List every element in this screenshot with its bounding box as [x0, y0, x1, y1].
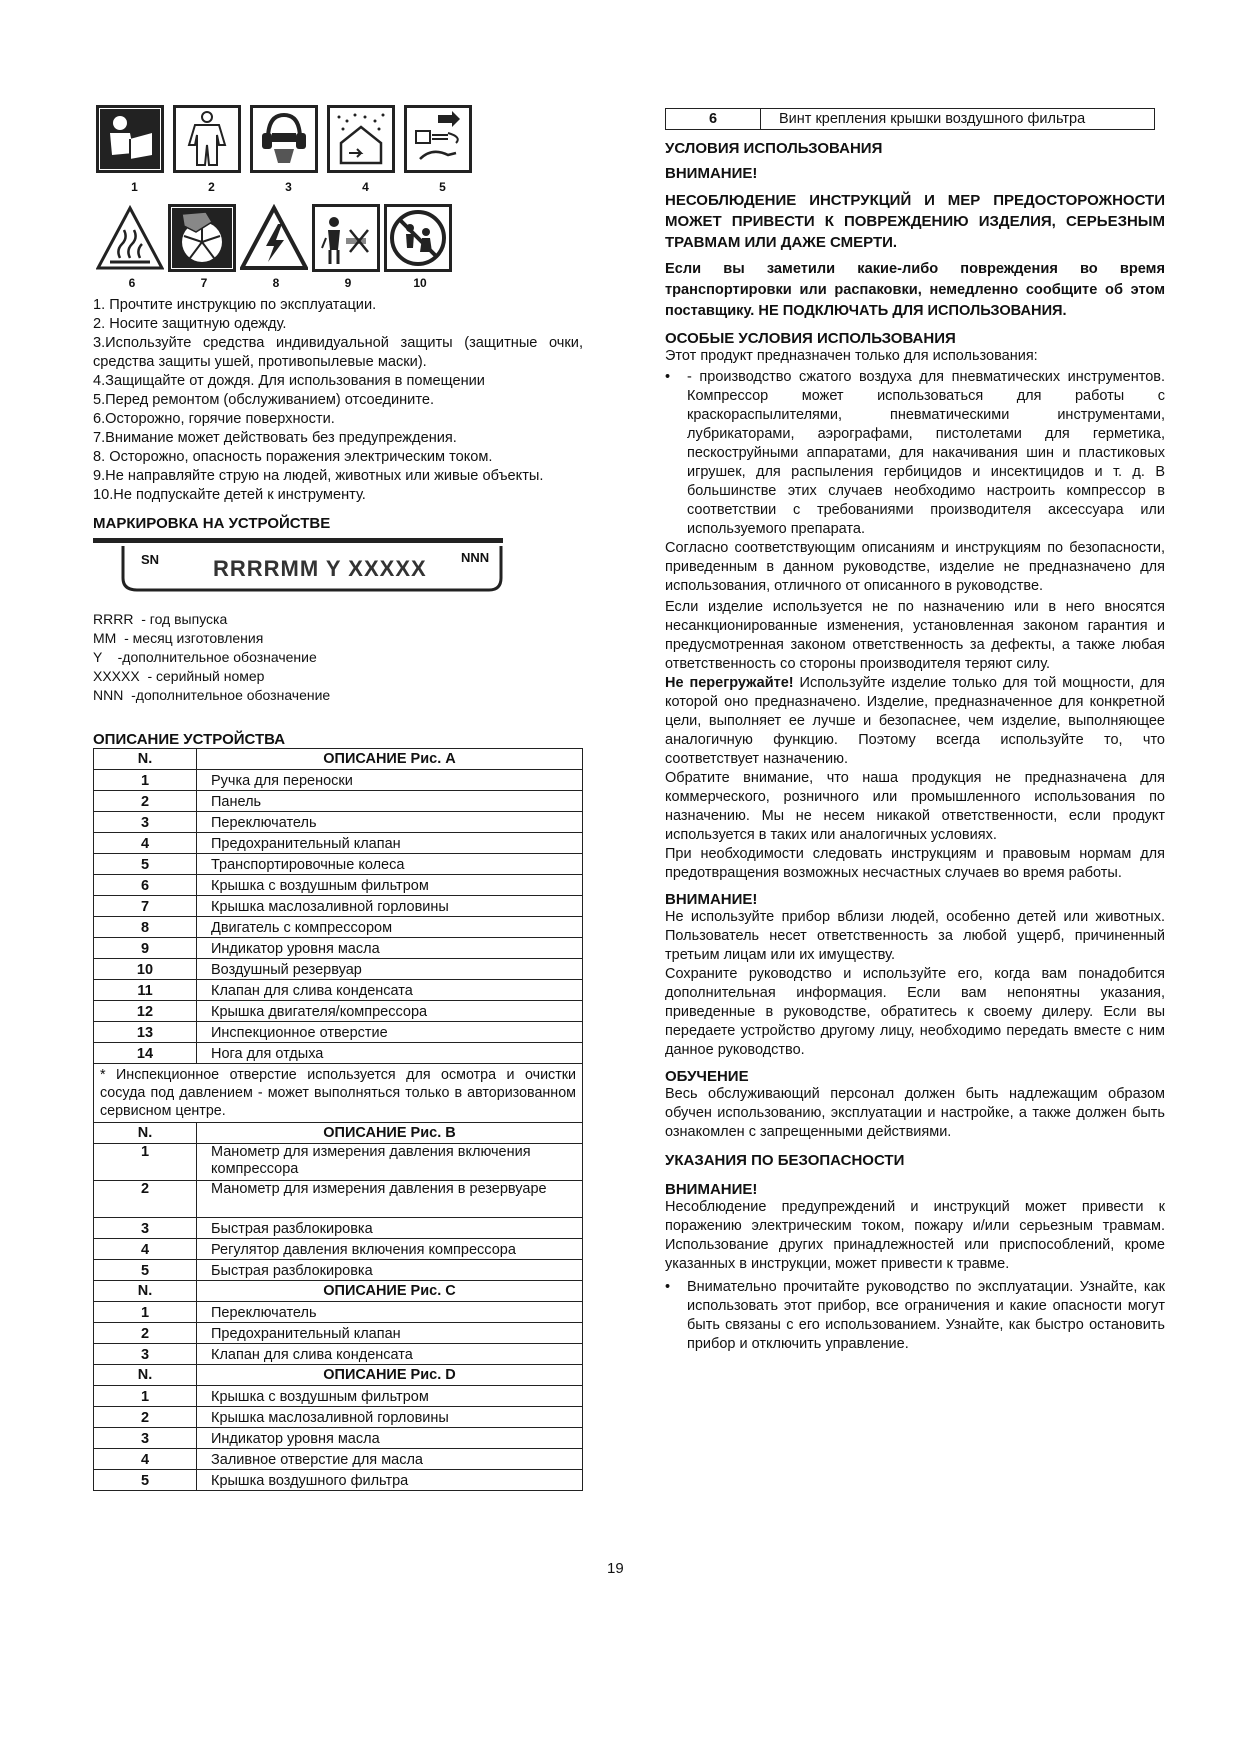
table-a-body [94, 770, 583, 1064]
attention-label: ВНИМАНИЕ! [665, 891, 758, 908]
marking-legend [93, 610, 583, 705]
table-row [94, 1449, 583, 1470]
table-row [94, 1001, 583, 1022]
row-description: Переключатель [197, 1302, 583, 1323]
table-c-body [94, 1302, 583, 1365]
list-item: 7.Внимание может действовать без предупреждения. [93, 430, 457, 446]
row-number: 13 [94, 1022, 197, 1043]
row-description: Быстрая разблокировка [197, 1218, 583, 1239]
row-description: Двигатель с компрессором [197, 917, 583, 938]
legend-item: Y -дополнительное обозначение [93, 649, 317, 665]
row-number: 1 [94, 770, 197, 791]
table-note-row [94, 1064, 583, 1123]
list-item: 10.Не подпускайте детей к инструменту. [93, 487, 366, 503]
table-header-b [94, 1123, 583, 1144]
overload-label: Не перегружайте! [665, 675, 794, 691]
paragraph: Сохраните руководство и используйте его, когда вам понадобится дополнительная информация. Если вам непонятны указания, приведенные в руководстве, обратитесь к своему дилеру. Если вы передаете устройство другому лицу, необходимо передать вместе с ним данное руководство. [665, 966, 1165, 1058]
bullet-text: Внимательно прочитайте руководство по эксплуатации. Узнайте, как использовать этот прибор, все ограничения и какие опасности могут быть связаны с его использованием. Узнайте, как быстро остановить прибор и отключить управление. [687, 1279, 1165, 1352]
table-row [94, 917, 583, 938]
table-row [666, 109, 1155, 130]
read-manual-icon [96, 105, 164, 173]
icon-number: 8 [272, 276, 280, 290]
table-continuation [665, 108, 1155, 130]
col-description-header: ОПИСАНИЕ Рис. D [197, 1365, 583, 1386]
paragraph: Если изделие используется не по назначению или в него вносятся несанкционированные изменения, установленная законом гарантия и предусмотренная законом ответственность за дефекты, а также любая ответственность со стороны производителя теряют силу. [665, 599, 1165, 672]
legend-item: NNN -дополнительное обозначение [93, 687, 331, 703]
row-number: 2 [94, 1181, 197, 1218]
row-description: Крышка двигателя/компрессора [197, 1001, 583, 1022]
row-description: Транспортировочные колеса [197, 854, 583, 875]
row-description: Манометр для измерения давления включения компрессора [197, 1144, 583, 1181]
icon-number: 5 [439, 180, 446, 194]
row-description: Крышка воздушного фильтра [197, 1470, 583, 1491]
table-row [94, 812, 583, 833]
icon-number: 1 [131, 180, 138, 194]
serial-number-plate [93, 538, 503, 594]
icon-number: 9 [344, 276, 352, 290]
row-description: Нога для отдыха [197, 1043, 583, 1064]
row-number: 6 [666, 109, 761, 130]
table-header-a [94, 749, 583, 770]
row-description: Предохранительный клапан [197, 833, 583, 854]
legend-item: RRRR - год выпуска [93, 611, 228, 627]
icon-row-2 [96, 204, 583, 272]
icon-numbers-row-1 [96, 180, 583, 194]
icon-number: 10 [413, 276, 427, 290]
list-item: 8. Осторожно, опасность поражения электрическим током. [93, 449, 493, 465]
table-row [94, 1260, 583, 1281]
row-description: Воздушный резервуар [197, 959, 583, 980]
special-conditions-heading: ОСОБЫЕ УСЛОВИЯ ИСПОЛЬЗОВАНИЯ [665, 330, 956, 347]
page-number: 19 [607, 1560, 624, 1577]
icon-number: 4 [362, 180, 369, 194]
list-item: 9.Не направляйте струю на людей, животных или живые объекты. [93, 468, 544, 484]
table-row [94, 938, 583, 959]
paragraph: Согласно соответствующим описаниям и инструкциям по безопасности, приведенным в данном руководстве, изделие не предназначено для использования, отличного от описанного в руководстве. [665, 540, 1165, 594]
no-spray-people-icon [312, 204, 380, 272]
table-row [94, 770, 583, 791]
row-description: Регулятор давления включения компрессора [197, 1239, 583, 1260]
col-n-header: N. [94, 749, 197, 770]
row-number: 1 [94, 1302, 197, 1323]
row-description: Заливное отверстие для масла [197, 1449, 583, 1470]
row-description: Винт крепления крышки воздушного фильтра [761, 109, 1155, 130]
table-row [94, 854, 583, 875]
row-number: 12 [94, 1001, 197, 1022]
row-number: 3 [94, 812, 197, 833]
col-n-header: N. [94, 1123, 197, 1144]
safety-symbols-list [93, 296, 583, 505]
row-description: Ручка для переноски [197, 770, 583, 791]
row-number: 9 [94, 938, 197, 959]
table-header-d [94, 1365, 583, 1386]
table-row [94, 959, 583, 980]
row-number: 4 [94, 1239, 197, 1260]
training-heading: ОБУЧЕНИЕ [665, 1068, 749, 1085]
row-description: Крышка с воздушным фильтром [197, 875, 583, 896]
legend-item: MM - месяц изготовления [93, 630, 264, 646]
icon-number: 3 [285, 180, 292, 194]
paragraph: При необходимости следовать инструкциям и правовым нормам для предотвращения возможных несчастных случаев во время работы. [665, 846, 1165, 881]
list-item: 3.Используйте средства индивидуальной защиты (защитные очки, средства защиты ушей, противопылевые маски). [93, 335, 583, 370]
icon-number: 2 [208, 180, 215, 194]
table-row [94, 1428, 583, 1449]
row-description: Манометр для измерения давления в резервуаре [197, 1181, 583, 1218]
table-header-c [94, 1281, 583, 1302]
inspection-note: * Инспекционное отверстие используется для осмотра и очистки сосуда под давлением - может выполняться только в авторизованном сервисном центре. [94, 1064, 583, 1123]
safety-bullet [665, 1278, 1165, 1354]
row-number: 2 [94, 791, 197, 812]
row-description: Предохранительный клапан [197, 1323, 583, 1344]
table-row [94, 1022, 583, 1043]
no-children-icon [384, 204, 452, 272]
row-number: 4 [94, 1449, 197, 1470]
row-description: Инспекционное отверстие [197, 1022, 583, 1043]
attention-label: ВНИМАНИЕ! [665, 1181, 758, 1198]
row-description: Панель [197, 791, 583, 812]
table-row [94, 1181, 583, 1218]
list-item: 4.Защищайте от дождя. Для использования в помещении [93, 373, 485, 389]
col-description-header: ОПИСАНИЕ Рис. A [197, 749, 583, 770]
row-number: 14 [94, 1043, 197, 1064]
table-row [94, 1218, 583, 1239]
table-row [94, 791, 583, 812]
special-intro: Этот продукт предназначен только для использования: [665, 348, 1038, 364]
overload-paragraph [665, 674, 1165, 769]
table-row [94, 1144, 583, 1181]
table-row [94, 1239, 583, 1260]
safety-instructions-heading: УКАЗАНИЯ ПО БЕЗОПАСНОСТИ [665, 1152, 905, 1169]
icon-numbers-row-2 [96, 276, 583, 290]
row-description: Индикатор уровня масла [197, 938, 583, 959]
row-number: 1 [94, 1144, 197, 1181]
col-n-header: N. [94, 1365, 197, 1386]
attention-label: ВНИМАНИЕ! [665, 165, 758, 182]
disconnect-plug-icon [404, 105, 472, 173]
marking-heading: МАРКИРОВКА НА УСТРОЙСТВЕ [93, 515, 331, 532]
overload-text: Используйте изделие только для той мощности, для которой оно предназначено. Изделие, предназначенное для конкретной цели, выполняет ее лучше и безопаснее, чем изделие, выполняющее аналогичную функцию. Поэтому всегда используйте то, что соответствует назначению. [665, 675, 1166, 767]
bullet-text: - производство сжатого воздуха для пневматических инструментов. Компрессор может использоваться для работы с краскораспылителями, пневматическими инструментами, лубрикаторами, аэрографами, пистолетами для герметика, пескоструйными аппаратами, для накачивания шин и пластиковых игрушек, для распыления гербицидов и инсектицидов и т. д. В большинстве этих случаев необходимо настроить компрессор в соответствии с требованиями производителя аксессуара или используемого препарата. [687, 369, 1165, 537]
conditions-heading: УСЛОВИЯ ИСПОЛЬЗОВАНИЯ [665, 140, 883, 157]
row-description: Переключатель [197, 812, 583, 833]
row-number: 5 [94, 1260, 197, 1281]
plate-sn-label: SN [141, 552, 160, 567]
row-description: Индикатор уровня масла [197, 1428, 583, 1449]
table-row [94, 875, 583, 896]
table-row [94, 980, 583, 1001]
face-protection-icon [250, 105, 318, 173]
table-b-body [94, 1144, 583, 1281]
table-row [94, 1407, 583, 1428]
table-row [94, 1470, 583, 1491]
table-row [94, 833, 583, 854]
col-description-header: ОПИСАНИЕ Рис. C [197, 1281, 583, 1302]
row-number: 5 [94, 854, 197, 875]
row-description: Клапан для слива конденсата [197, 980, 583, 1001]
row-number: 6 [94, 875, 197, 896]
paragraph: Не используйте прибор вблизи людей, особенно детей или животных. Пользователь несет ответственность за любой ущерб, причиненный третьим лицам или их имуществу. [665, 909, 1165, 963]
table-d-body [94, 1386, 583, 1491]
row-description: Крышка с воздушным фильтром [197, 1386, 583, 1407]
table-row [94, 1302, 583, 1323]
legend-item: XXXXX - серийный номер [93, 668, 265, 684]
row-number: 3 [94, 1344, 197, 1365]
paragraph: Обратите внимание, что наша продукция не предназначена для коммерческого, розничного или промышленного использования по назначению. Мы не несем никакой ответственности, если продукт используется в таких или аналогичных условиях. [665, 770, 1165, 843]
row-number: 10 [94, 959, 197, 980]
row-number: 11 [94, 980, 197, 1001]
fan-hand-icon [168, 204, 236, 272]
plate-nnn-label: NNN [461, 550, 490, 565]
row-description: Крышка маслозаливной горловины [197, 1407, 583, 1428]
icon-row-1 [96, 105, 583, 173]
list-item: 2. Носите защитную одежду. [93, 316, 287, 332]
icon-number: 6 [128, 276, 136, 290]
list-item: 1. Прочтите инструкцию по эксплуатации. [93, 297, 377, 313]
rain-protection-icon [327, 105, 395, 173]
electric-shock-icon [240, 204, 308, 272]
plate-code: RRRRMM Y XXXXX [213, 556, 427, 581]
protective-clothing-icon [173, 105, 241, 173]
row-number: 3 [94, 1428, 197, 1449]
table-row [94, 1323, 583, 1344]
row-description: Крышка маслозаливной горловины [197, 896, 583, 917]
row-number: 2 [94, 1323, 197, 1344]
special-bullet [665, 368, 1165, 539]
row-description: Клапан для слива конденсата [197, 1344, 583, 1365]
paragraph: Несоблюдение предупреждений и инструкций может привести к поражению электрическим током, пожару и/или серьезным травмам. Использование других принадлежностей или приспособлений, кроме указанных в инструкции, может привести к травме. [665, 1199, 1165, 1272]
row-number: 3 [94, 1218, 197, 1239]
right-column [665, 108, 1165, 1354]
paragraph: Весь обслуживающий персонал должен быть надлежащим образом обучен использованию, эксплуатации и настройке, а также должен быть ознакомлен с запрещенными действиями. [665, 1086, 1165, 1140]
list-item: 6.Осторожно, горячие поверхности. [93, 411, 335, 427]
bullet-icon: • [665, 1279, 671, 1295]
table-row [94, 1344, 583, 1365]
row-number: 1 [94, 1386, 197, 1407]
col-description-header: ОПИСАНИЕ Рис. B [197, 1123, 583, 1144]
row-number: 5 [94, 1470, 197, 1491]
left-column [93, 105, 583, 1491]
row-number: 4 [94, 833, 197, 854]
bullet-icon: • [665, 369, 671, 385]
device-description-heading: ОПИСАНИЕ УСТРОЙСТВА [93, 731, 286, 748]
row-number: 2 [94, 1407, 197, 1428]
col-n-header: N. [94, 1281, 197, 1302]
row-number: 8 [94, 917, 197, 938]
warning-caps-text: НЕСОБЛЮДЕНИЕ ИНСТРУКЦИЙ И МЕР ПРЕДОСТОРОЖНОСТИ МОЖЕТ ПРИВЕСТИ К ПОВРЕЖДЕНИЮ ИЗДЕЛИЯ, СЕРЬЕЗНЫМ ТРАВМАМ ИЛИ ДАЖЕ СМЕРТИ. [665, 192, 1165, 251]
row-number: 7 [94, 896, 197, 917]
device-description-table [93, 748, 583, 1491]
damage-notice-text: Если вы заметили какие-либо повреждения во время транспортировки или распаковки, немедленно сообщите об этом поставщику. НЕ ПОДКЛЮЧАТЬ ДЛЯ ИСПОЛЬЗОВАНИЯ. [665, 261, 1165, 319]
table-row [94, 1043, 583, 1064]
table-row [94, 1386, 583, 1407]
hot-surface-icon [96, 204, 164, 272]
icon-number: 7 [200, 276, 208, 290]
table-row [94, 896, 583, 917]
list-item: 5.Перед ремонтом (обслуживанием) отсоедините. [93, 392, 435, 408]
row-description: Быстрая разблокировка [197, 1260, 583, 1281]
